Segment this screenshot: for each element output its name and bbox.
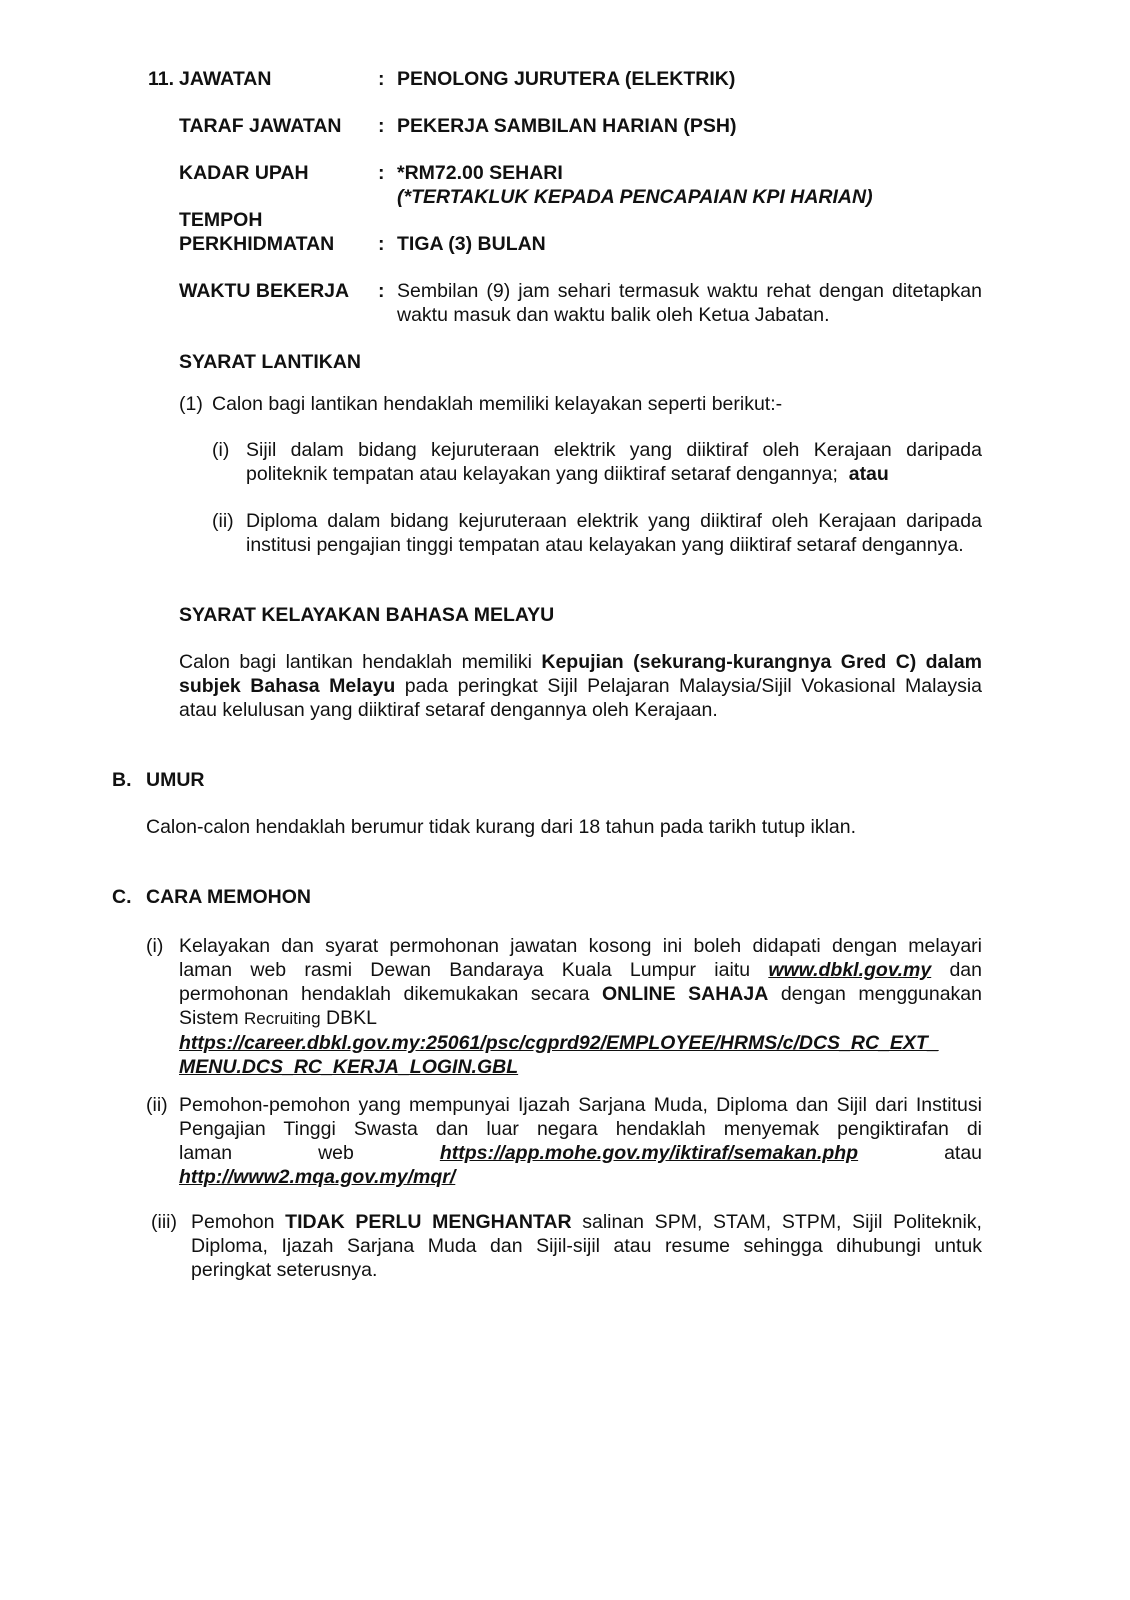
syarat-intro-marker: (1) — [179, 393, 203, 415]
cara-memohon-letter: C. — [112, 886, 132, 908]
tempoh-value: TIGA (3) BULAN — [397, 233, 546, 255]
waktu-bekerja-colon: : — [378, 280, 385, 302]
cara-item-2-marker: (ii) — [146, 1094, 168, 1116]
syarat-item-1-marker: (i) — [212, 439, 230, 461]
kadar-upah-colon: : — [378, 162, 385, 184]
umur-text: Calon-calon hendaklah berumur tidak kurang dari 18 tahun pada tarikh tutup iklan. — [146, 816, 857, 838]
taraf-jawatan-label: TARAF JAWATAN — [179, 115, 342, 137]
cara-item-1-text — [179, 934, 982, 1079]
kadar-upah-value: *RM72.00 SEHARI — [397, 162, 563, 184]
cara-item-2-links-line: laman web https://app.mohe.gov.my/iktiraf/semakan.php atau — [179, 1142, 983, 1164]
jawatan-label: JAWATAN — [179, 68, 272, 90]
syarat-item-2-text: Diploma dalam bidang kejuruteraan elektrik yang diiktiraf oleh Kerajaan daripada institusi pengajian tinggi tempatan atau kelayakan yang diiktiraf setaraf dengannya. — [246, 510, 982, 556]
cara-item-1-line2: laman web rasmi Dewan Bandaraya Kuala Lumpur iaitu www.dbkl.gov.my dan — [179, 959, 983, 981]
item-number: 11. — [148, 68, 175, 90]
cara-item-1-line1: Kelayakan dan syarat permohonan jawatan kosong ini boleh didapati dengan melayari — [179, 935, 982, 957]
cara-item-1-line4: Sistem Recruiting DBKL — [179, 1007, 377, 1029]
syarat-item-1-text: Sijil dalam bidang kejuruteraan elektrik yang diiktiraf oleh Kerajaan daripada politeknik tempatan atau kelayakan yang diiktiraf setaraf dengannya; atau — [246, 439, 982, 485]
career-portal-link-line2[interactable]: MENU.DCS_RC_KERJA_LOGIN.GBL — [179, 1056, 519, 1078]
kadar-upah-label: KADAR UPAH — [179, 162, 309, 184]
cara-memohon-heading: CARA MEMOHON — [146, 886, 312, 908]
tempoh-label-line1: TEMPOH — [179, 209, 263, 231]
jawatan-value: PENOLONG JURUTERA (ELEKTRIK) — [397, 68, 736, 90]
waktu-bekerja-value: Sembilan (9) jam sehari termasuk waktu rehat dengan ditetapkan waktu masuk dan waktu balik oleh Ketua Jabatan. — [397, 280, 982, 326]
taraf-jawatan-colon: : — [378, 115, 385, 137]
cara-item-1-marker: (i) — [146, 935, 164, 957]
jawatan-colon: : — [378, 68, 385, 90]
cara-item-3-text: Pemohon TIDAK PERLU MENGHANTAR salinan SPM, STAM, STPM, Sijil Politeknik, Diploma, Ijazah Sarjana Muda dan Sijil-sijil atau resume sehingga dihubungi untuk peringkat seterusnya. — [191, 1211, 982, 1281]
cara-item-1-line3: permohonan hendaklah dikemukakan secara ONLINE SAHAJA dengan menggunakan — [179, 983, 982, 1005]
kadar-upah-note: (*TERTAKLUK KEPADA PENCAPAIAN KPI HARIAN) — [397, 186, 873, 208]
cara-item-2-text — [179, 1093, 982, 1189]
syarat-bahasa-text: Calon bagi lantikan hendaklah memiliki Kepujian (sekurang-kurangnya Gred C) dalam subjek Bahasa Melayu pada peringkat Sijil Pelajaran Malaysia/Sijil Vokasional Malaysia atau kelulusan yang diiktiraf setaraf dengannya oleh Kerajaan. — [179, 651, 983, 721]
umur-heading: UMUR — [146, 769, 205, 791]
cara-item-3-marker: (iii) — [151, 1211, 177, 1233]
career-portal-link-line1[interactable]: https://career.dbkl.gov.my:25061/psc/cgprd92/EMPLOYEE/HRMS/c/DCS_RC_EXT_ — [179, 1032, 939, 1054]
syarat-item-2-marker: (ii) — [212, 510, 234, 532]
syarat-bahasa-heading: SYARAT KELAYAKAN BAHASA MELAYU — [179, 604, 555, 626]
taraf-jawatan-value: PEKERJA SAMBILAN HARIAN (PSH) — [397, 115, 737, 137]
mqa-link[interactable]: http://www2.mqa.gov.my/mqr/ — [179, 1166, 456, 1188]
tempoh-colon: : — [378, 233, 385, 255]
syarat-intro-text: Calon bagi lantikan hendaklah memiliki kelayakan seperti berikut:- — [212, 393, 783, 415]
tempoh-label-line2: PERKHIDMATAN — [179, 233, 335, 255]
umur-letter: B. — [112, 769, 132, 791]
cara-item-2-body: Pemohon-pemohon yang mempunyai Ijazah Sarjana Muda, Diploma dan Sijil dari Institusi Pengajian Tinggi Swasta dan luar negara hendaklah menyemak pengiktirafan di — [179, 1094, 982, 1140]
dbkl-website-link[interactable]: www.dbkl.gov.my — [768, 959, 932, 981]
mohe-link[interactable]: https://app.mohe.gov.my/iktiraf/semakan.php — [439, 1142, 859, 1164]
syarat-lantikan-heading: SYARAT LANTIKAN — [179, 351, 362, 373]
waktu-bekerja-label: WAKTU BEKERJA — [179, 280, 350, 302]
